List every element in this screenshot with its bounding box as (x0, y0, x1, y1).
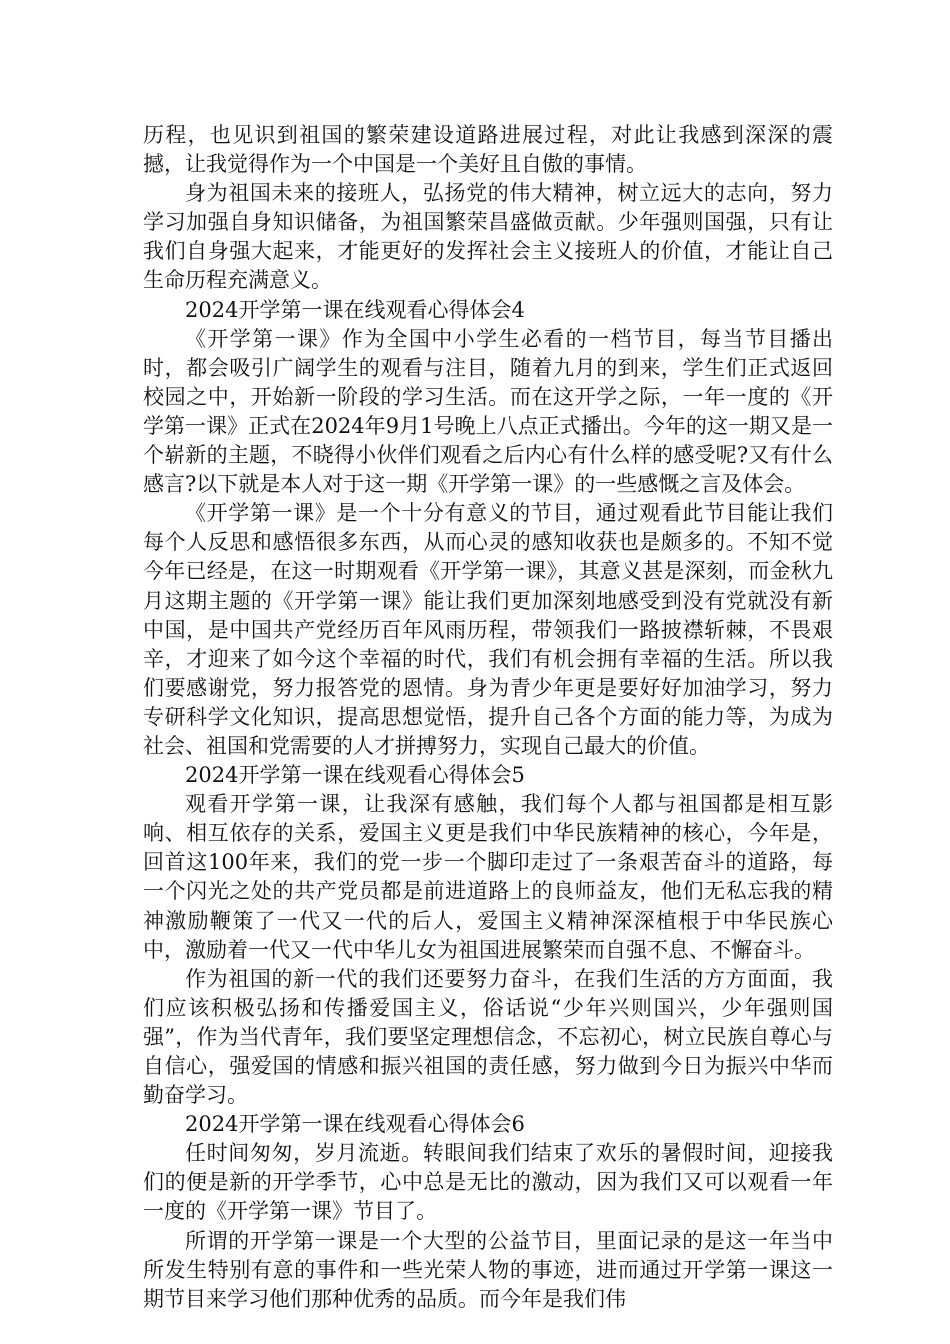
section-heading: 2024开学第一课在线观看心得体会6 (185, 1112, 525, 1137)
paragraph: 《开学第一课》是一个十分有意义的节目，通过观看此节目能让我们每个人反思和感悟很多东西，从而心灵的感知收获也是颇多的。不知不觉今年已经是，在这一时期观看《开学第一课》，其意义甚是深刻，而金秋九月这期主题的《开学第一课》能让我们更加深刻地感受到没有党就没有新中国，是中国共产党经历百年风雨历程，带领我们一路披襟斩棘，不畏艰辛，才迎来了如今这个幸福的时代，我们有机会拥有幸福的生活。所以我们要感谢党，努力报答党的恩情。身为青少年更是要好好加油学习，努力专研科学文化知识，提高思想觉悟，提升自己各个方面的能力等，为成为社会、祖国和党需要的人才拼搏努力，实现自己最大的价值。 (143, 501, 833, 758)
paragraph: 作为祖国的新一代的我们还要努力奋斗，在我们生活的方方面面，我们应该积极弘扬和传播爱国主义，俗话说“少年兴则国兴，少年强则国强”，作为当代青年，我们要坚定理想信念，不忘初心，树立民族自尊心与自信心，强爱国的情感和振兴祖国的责任感，努力做到今日为振兴中华而勤奋学习。 (143, 966, 833, 1108)
section-heading: 2024开学第一课在线观看心得体会5 (185, 763, 525, 788)
paragraph: 观看开学第一课，让我深有感触，我们每个人都与祖国都是相互影响、相互依存的关系，爱国主义更是我们中华民族精神的核心，今年是，回首这100年来，我们的党一步一个脚印走过了一条艰苦奋斗的道路，每一个闪光之处的共产党员都是前进道路上的良师益友，他们无私忘我的精神激励鞭策了一代又一代的后人，爱国主义精神深深植根于中华民族心中，激励着一代又一代中华儿女为祖国进展繁荣而自强不息、不懈奋斗。 (143, 792, 833, 962)
paragraph: 身为祖国未来的接班人，弘扬党的伟大精神，树立远大的志向，努力学习加强自身知识储备，为祖国繁荣昌盛做贡献。少年强则国强，只有让我们自身强大起来，才能更好的发挥社会主义接班人的价值，才能让自己生命历程充满意义。 (143, 181, 833, 293)
document-body (143, 121, 833, 1314)
paragraph: 所谓的开学第一课是一个大型的公益节目，里面记录的是这一年当中所发生特别有意的事件和一些光荣人物的事迹，进而通过开学第一课这一期节目来学习他们那种优秀的品质。而今年是我们伟 (143, 1228, 833, 1311)
paragraph: 《开学第一课》作为全国中小学生必看的一档节目，每当节目播出时，都会吸引广阔学生的观看与注目，随着九月的到来，学生们正式返回校园之中，开始新一阶段的学习生活。而在这开学之际，一年一度的《开学第一课》正式在2024年9月1号晚上八点正式播出。今年的这一期又是一个崭新的主题，不晓得小伙伴们观看之后内心有什么样的感受呢?又有什么感言?以下就是本人对于这一期《开学第一课》的一些感慨之言及体会。 (143, 326, 833, 497)
section-heading: 2024开学第一课在线观看心得体会4 (185, 297, 525, 322)
paragraph: 任时间匆匆，岁月流逝。转眼间我们结束了欢乐的暑假时间，迎接我们的便是新的开学季节，心中总是无比的激动，因为我们又可以观看一年一度的《开学第一课》节目了。 (143, 1141, 833, 1224)
paragraph: 历程，也见识到祖国的繁荣建设道路进展过程，对此让我感到深深的震撼，让我觉得作为一个中国是一个美好且自傲的事情。 (143, 123, 833, 177)
